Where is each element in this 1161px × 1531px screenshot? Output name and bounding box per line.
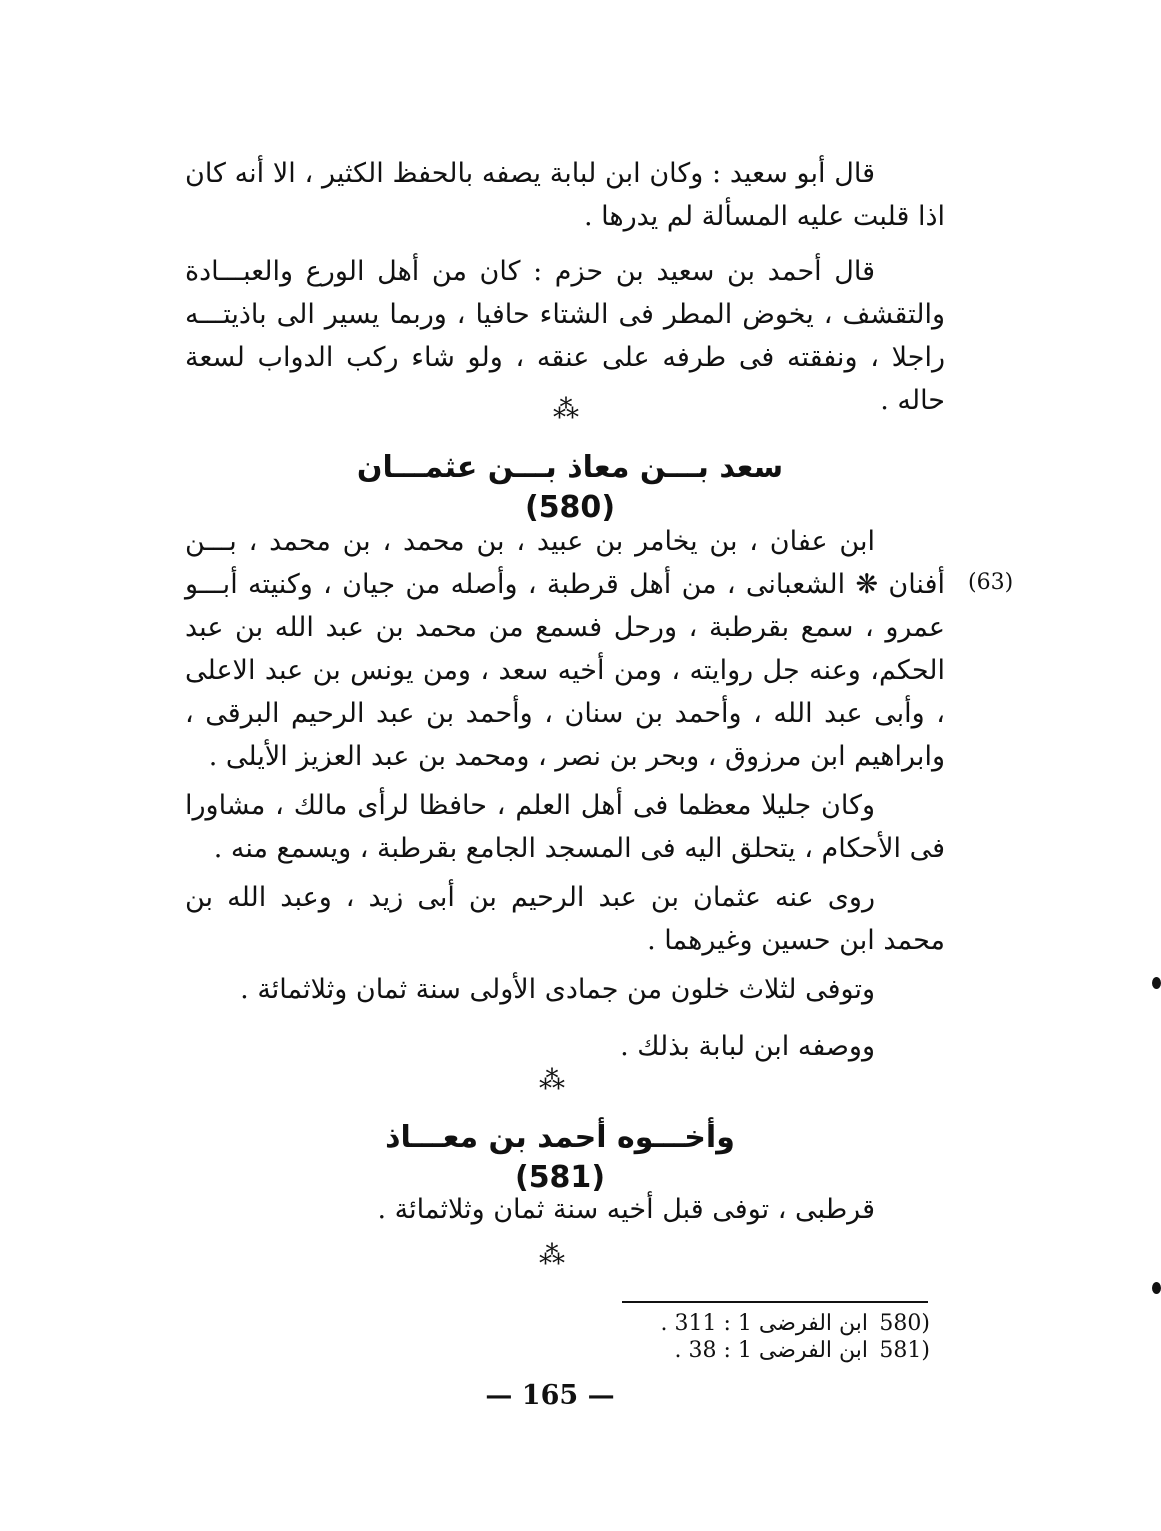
entry-581-body (185, 1188, 945, 1231)
entry-580-paragraph-5: ووصفه ابن لبابة بذلك . (620, 1031, 875, 1062)
footnote-number: (581 (879, 1338, 930, 1363)
footnote-text: ابن الفرضى 1 : 38 . (674, 1338, 868, 1363)
footnote-divider (622, 1301, 928, 1303)
entry-580-paragraph-3: روى عنه عثمان بن عبد الرحيم بن أبى زيد ، وعبد الله بن محمد ابن حسين وغيرهما . (185, 882, 945, 956)
section-ornament: ⁂ (553, 395, 579, 425)
scan-edge-mark (1152, 1282, 1161, 1294)
footnote-581 (600, 1337, 930, 1364)
scan-edge-mark (1152, 977, 1161, 989)
footnotes (600, 1310, 930, 1364)
intro-paragraph-1: قال أبو سعيد : وكان ابن لبابة يصفه بالحفظ الكثير ، الا أنه كان اذا قلبت عليه المسألة لم يدرها . (185, 158, 945, 232)
footnote-number: (580 (879, 1311, 930, 1336)
section-ornament: ⁂ (539, 1066, 565, 1096)
footnote-text: ابن الفرضى 1 : 311 . (660, 1311, 868, 1336)
entry-580-paragraph-4: وتوفى لثلاث خلون من جمادى الأولى سنة ثمان وثلاثمائة . (240, 974, 875, 1005)
intro-section (185, 152, 945, 425)
page-number: — 165 — (485, 1380, 615, 1411)
footnote-580 (600, 1310, 930, 1337)
entry-580-paragraph-1: ابن عفان ، بن يخامر بن عبيد ، بن محمد ، بن محمد ، بـــن أفنان ❋ الشعبانى ، من أهل قرطبة ، وأصله من جيان ، وكنيته أبـــو عمرو ، سمع بقرطبة ، ورحل فسمع من محمد بن عبد الله بن عبد الحكم، وعنه جل روايته ، ومن أخيه سعد ، ومن يونس بن عبد الاعلى ، وأبى عبد الله ، وأحمد بن سنان ، وأحمد بن عبد الرحيم البرقى ، وابراهيم ابن مرزوق ، وبحر بن نصر ، ومحمد بن عبد العزيز الأيلى . (185, 526, 945, 772)
entry-580-body (185, 520, 945, 1068)
margin-reference: (63) (968, 570, 1014, 595)
entry-581-paragraph-1: قرطبى ، توفى قبل أخيه سنة ثمان وثلاثمائة . (377, 1194, 875, 1225)
entry-580-heading: سعد بـــن معاذ بـــن عثمـــان (580) (356, 450, 784, 525)
entry-581-heading: وأخـــوه أحمد بن معـــاذ (581) (385, 1120, 735, 1195)
section-ornament: ⁂ (539, 1241, 565, 1271)
intro-paragraph-2: قال أحمد بن سعيد بن حزم : كان من أهل الورع والعبـــادة والتقشف ، يخوض المطر فى الشتاء حافيا ، وربما يسير الى باذيتـــه راجلا ، ونفقته فى طرفه على عنقه ، ولو شاء ركب الدواب لسعة حاله . (185, 256, 945, 416)
entry-580-paragraph-2: وكان جليلا معظما فى أهل العلم ، حافظا لرأى مالك ، مشاورا فى الأحكام ، يتحلق اليه فى المسجد الجامع بقرطبة ، ويسمع منه . (185, 790, 945, 864)
